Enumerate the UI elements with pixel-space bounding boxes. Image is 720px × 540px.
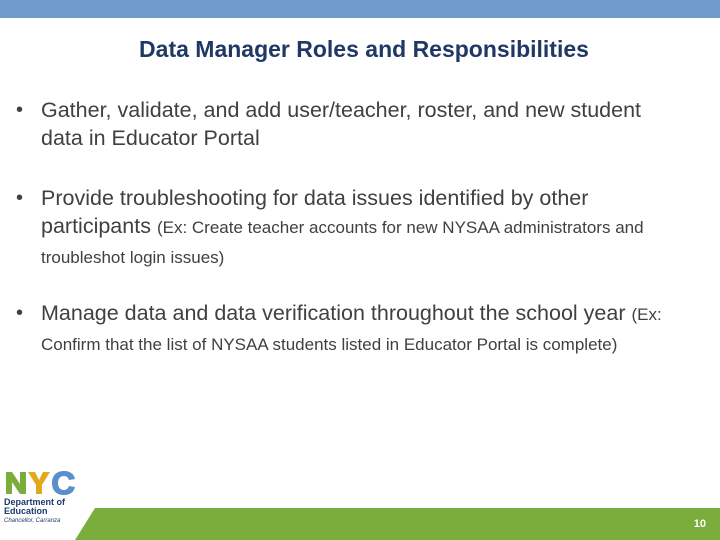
slide-title: Data Manager Roles and Responsibilities xyxy=(139,36,589,62)
chancellor-signature: Chancellor, Carranza xyxy=(4,518,61,524)
footer-green-bar xyxy=(0,508,720,540)
page-number: 10 xyxy=(693,518,706,530)
nyc-wordmark-icon xyxy=(4,470,84,496)
bullet-main-text: Provide troubleshooting for data issues identified by other participants xyxy=(41,186,589,238)
bullet-text xyxy=(41,184,681,272)
bullet-dot: • xyxy=(16,99,24,121)
bullet-detail-text: (Ex: Create teacher accounts for new NYSAA administrators and troubleshot login issues) xyxy=(41,218,644,267)
bullet-dot: • xyxy=(16,187,24,209)
bullet-main-text: Gather, validate, and add user/teacher, roster, and new student data in Educator Portal xyxy=(41,98,642,150)
bullet-text xyxy=(41,96,681,152)
department-line-2: Education xyxy=(4,506,48,516)
bullet-main-text: Manage data and data verification throughout the school year xyxy=(41,301,626,325)
bullet-text xyxy=(41,299,681,359)
department-name xyxy=(4,498,65,516)
bullet-dot: • xyxy=(16,302,24,324)
department-line-1: Department of xyxy=(4,497,66,507)
bullet-detail-text: (Ex: Confirm that the list of NYSAA students listed in Educator Portal is complete) xyxy=(41,305,662,354)
top-accent-bar xyxy=(0,0,720,18)
